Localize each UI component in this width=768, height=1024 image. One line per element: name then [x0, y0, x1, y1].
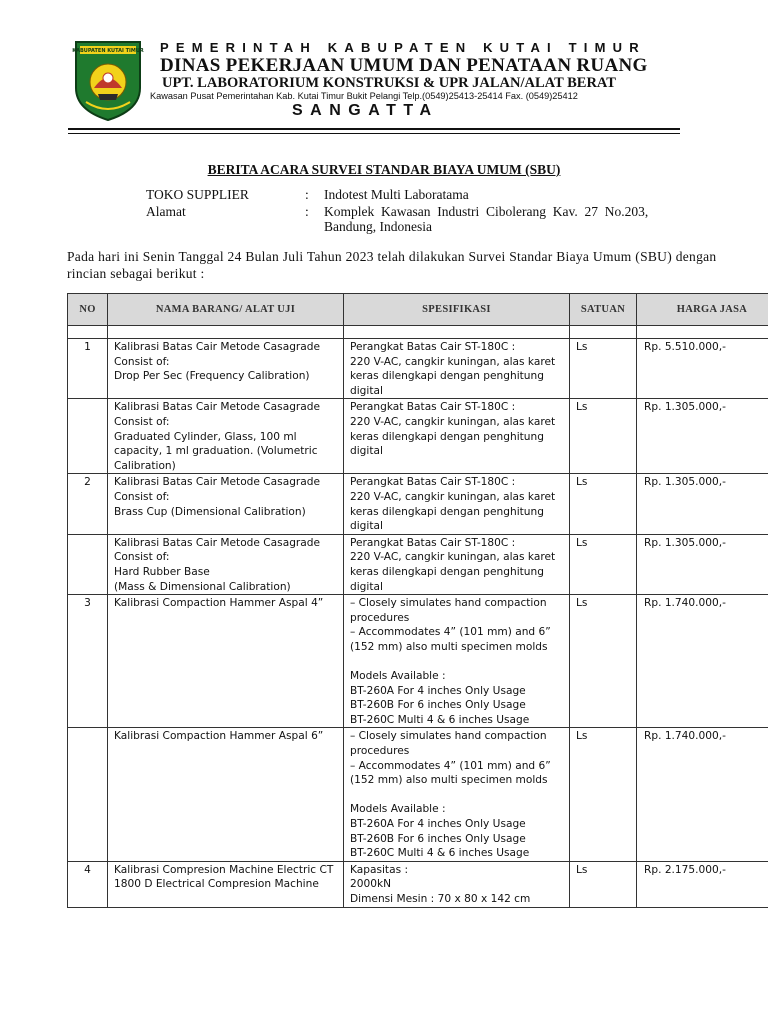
table-spacer-row — [68, 326, 768, 339]
spacer-cell — [344, 326, 570, 339]
row-harga: Rp. 1.740.000,- — [644, 730, 726, 743]
row-harga: Rp. 1.305.000,- — [644, 536, 726, 549]
unit-heading: UPT. LABORATORIUM KONSTRUKSI & UPR JALAN/ALAT BERAT — [162, 75, 616, 91]
spacer-cell — [570, 326, 637, 339]
row-no-cell — [68, 399, 108, 474]
header-no: NO — [68, 294, 108, 326]
address-line-1: Komplek Kawasan Industri Cibolerang Kav. 27 No.203, — [324, 204, 649, 219]
spacer-cell — [68, 326, 108, 339]
table-row — [68, 861, 768, 907]
header-satuan: SATUAN — [570, 294, 637, 326]
row-no: 1 — [84, 341, 91, 353]
document-title: BERITA ACARA SURVEI STANDAR BIAYA UMUM (SBU) — [207, 162, 561, 177]
row-satuan: Ls — [576, 536, 588, 549]
row-satuan: Ls — [576, 730, 588, 743]
table-row — [68, 399, 768, 474]
row-satuan: Ls — [576, 341, 588, 353]
row-nama: Kalibrasi Batas Cair Metode Casagrade Consist of: Brass Cup (Dimensional Calibration) — [114, 476, 321, 518]
table-row — [68, 534, 768, 594]
row-nama-cell — [108, 861, 344, 907]
row-spesifikasi-cell — [344, 399, 570, 474]
supplier-label: TOKO SUPPLIER — [146, 187, 249, 202]
row-nama: Kalibrasi Compaction Hammer Aspal 4” — [114, 597, 324, 610]
row-no: 2 — [84, 476, 91, 489]
address-separator: : — [305, 204, 309, 219]
row-nama-cell — [108, 534, 344, 594]
address-line-2: Bandung, Indonesia — [324, 219, 432, 234]
header-harga-jasa: HARGA JASA — [637, 294, 768, 326]
row-no-cell — [68, 595, 108, 728]
spacer-cell — [108, 326, 344, 339]
row-spesifikasi: Perangkat Batas Cair ST-180C : 220 V-AC, cangkir kuningan, alas karet keras dilengkapi dengan penghitung digital — [350, 536, 556, 593]
row-spesifikasi-cell — [344, 339, 570, 399]
row-no-cell — [68, 861, 108, 907]
row-spesifikasi-cell — [344, 595, 570, 728]
table-row — [68, 728, 768, 861]
row-satuan-cell — [570, 474, 637, 534]
row-satuan-cell — [570, 399, 637, 474]
row-nama: Kalibrasi Batas Cair Metode Casagrade Consist of: Graduated Cylinder, Glass, 100 ml capacity, 1 ml graduation. (Volumetric Calibration) — [114, 401, 321, 472]
row-satuan: Ls — [576, 401, 588, 414]
row-harga: Rp. 1.740.000,- — [644, 597, 726, 610]
intro-paragraph: Pada hari ini Senin Tanggal 24 Bulan Juli Tahun 2023 telah dilakukan Survei Standar Biaya Umum (SBU) dengan rincian sebagai berikut : — [67, 249, 717, 281]
row-nama: Kalibrasi Compaction Hammer Aspal 6” — [114, 730, 324, 743]
table-row — [68, 339, 768, 399]
row-no-cell — [68, 728, 108, 861]
spacer-cell — [637, 326, 768, 339]
row-harga: Rp. 1.305.000,- — [644, 476, 726, 489]
row-nama-cell — [108, 728, 344, 861]
row-satuan: Ls — [576, 863, 588, 876]
row-satuan-cell — [570, 595, 637, 728]
row-satuan: Ls — [576, 476, 588, 489]
row-no — [68, 535, 107, 536]
row-no-cell — [68, 474, 108, 534]
supplier-separator: : — [305, 187, 309, 202]
row-harga-cell — [637, 474, 768, 534]
row-satuan: Ls — [576, 597, 588, 610]
row-no-cell — [68, 534, 108, 594]
regency-logo — [72, 38, 144, 122]
row-harga-cell — [637, 861, 768, 907]
row-harga: Rp. 2.175.000,- — [644, 863, 726, 876]
row-no: 4 — [84, 863, 91, 876]
department-heading: DINAS PEKERJAAN UMUM DAN PENATAAN RUANG — [160, 55, 648, 76]
row-nama: Kalibrasi Compresion Machine Electric CT 1800 D Electrical Compresion Machine — [114, 863, 334, 891]
row-nama-cell — [108, 595, 344, 728]
row-nama-cell — [108, 399, 344, 474]
row-satuan-cell — [570, 534, 637, 594]
row-harga-cell — [637, 399, 768, 474]
table-row — [68, 595, 768, 728]
row-harga-cell — [637, 728, 768, 861]
row-satuan-cell — [570, 861, 637, 907]
row-nama-cell — [108, 339, 344, 399]
letterhead-rule-thick — [68, 128, 680, 130]
header-nama-barang: NAMA BARANG/ ALAT UJI — [108, 294, 344, 326]
row-spesifikasi-cell — [344, 728, 570, 861]
row-harga-cell — [637, 339, 768, 399]
row-spesifikasi-cell — [344, 861, 570, 907]
row-no: 3 — [84, 597, 91, 610]
letterhead-city: SANGATTA — [292, 102, 439, 119]
row-spesifikasi: Perangkat Batas Cair ST-180C : 220 V-AC, cangkir kuningan, alas karet keras dilengkapi dengan penghitung digital — [350, 476, 556, 533]
letterhead-rule-thin — [68, 133, 680, 134]
row-no — [68, 399, 107, 400]
table-row — [68, 474, 768, 534]
row-spesifikasi: – Closely simulates hand compaction procedures – Accommodates 4” (101 mm) and 6” (152 mm) also multi specimen molds Models Available : BT-260A For 4 inches Only Usage BT-260B For 6 inches Only Usage BT-260C Multi 4 & 6 inches Usage — [350, 597, 551, 726]
row-nama: Kalibrasi Batas Cair Metode Casagrade Consist of: Hard Rubber Base (Mass & Dimensional Calibration) — [114, 536, 321, 593]
row-harga-cell — [637, 534, 768, 594]
svg-text:KABUPATEN KUTAI TIMUR: KABUPATEN KUTAI TIMUR — [72, 48, 144, 54]
letterhead-address: Kawasan Pusat Pemerintahan Kab. Kutai Timur Bukit Pelangi Telp.(0549)25413-25414 Fax. (0549)25412 — [150, 91, 578, 101]
row-nama: Kalibrasi Batas Cair Metode Casagrade Consist of: Drop Per Sec (Frequency Calibration) — [114, 341, 321, 383]
row-satuan-cell — [570, 339, 637, 399]
row-spesifikasi-cell — [344, 534, 570, 594]
row-spesifikasi: Kapasitas : 2000kN Dimensi Mesin : 70 x 80 x 142 cm — [350, 863, 531, 905]
row-spesifikasi: Perangkat Batas Cair ST-180C : 220 V-AC, cangkir kuningan, alas karet keras dilengkapi dengan penghitung digital — [350, 401, 556, 458]
header-spesifikasi: SPESIFIKASI — [344, 294, 570, 326]
table-header-row — [68, 294, 768, 326]
row-harga: Rp. 5.510.000,- — [644, 341, 726, 353]
row-harga: Rp. 1.305.000,- — [644, 401, 726, 414]
row-satuan-cell — [570, 728, 637, 861]
address-label: Alamat — [146, 204, 186, 219]
row-no-cell — [68, 339, 108, 399]
survey-table — [67, 293, 768, 908]
row-spesifikasi-cell — [344, 474, 570, 534]
row-nama-cell — [108, 474, 344, 534]
row-no — [68, 728, 107, 729]
government-heading: PEMERINTAH KABUPATEN KUTAI TIMUR — [160, 40, 646, 55]
row-harga-cell — [637, 595, 768, 728]
row-spesifikasi: Perangkat Batas Cair ST-180C : 220 V-AC, cangkir kuningan, alas karet keras dilengkapi dengan penghitung digital — [350, 341, 556, 397]
supplier-value: Indotest Multi Laboratama — [324, 187, 469, 202]
row-spesifikasi: – Closely simulates hand compaction procedures – Accommodates 4” (101 mm) and 6” (152 mm) also multi specimen molds Models Available : BT-260A For 4 inches Only Usage BT-260B For 6 inches Only Usage BT-260C Multi 4 & 6 inches Usage — [350, 730, 551, 860]
